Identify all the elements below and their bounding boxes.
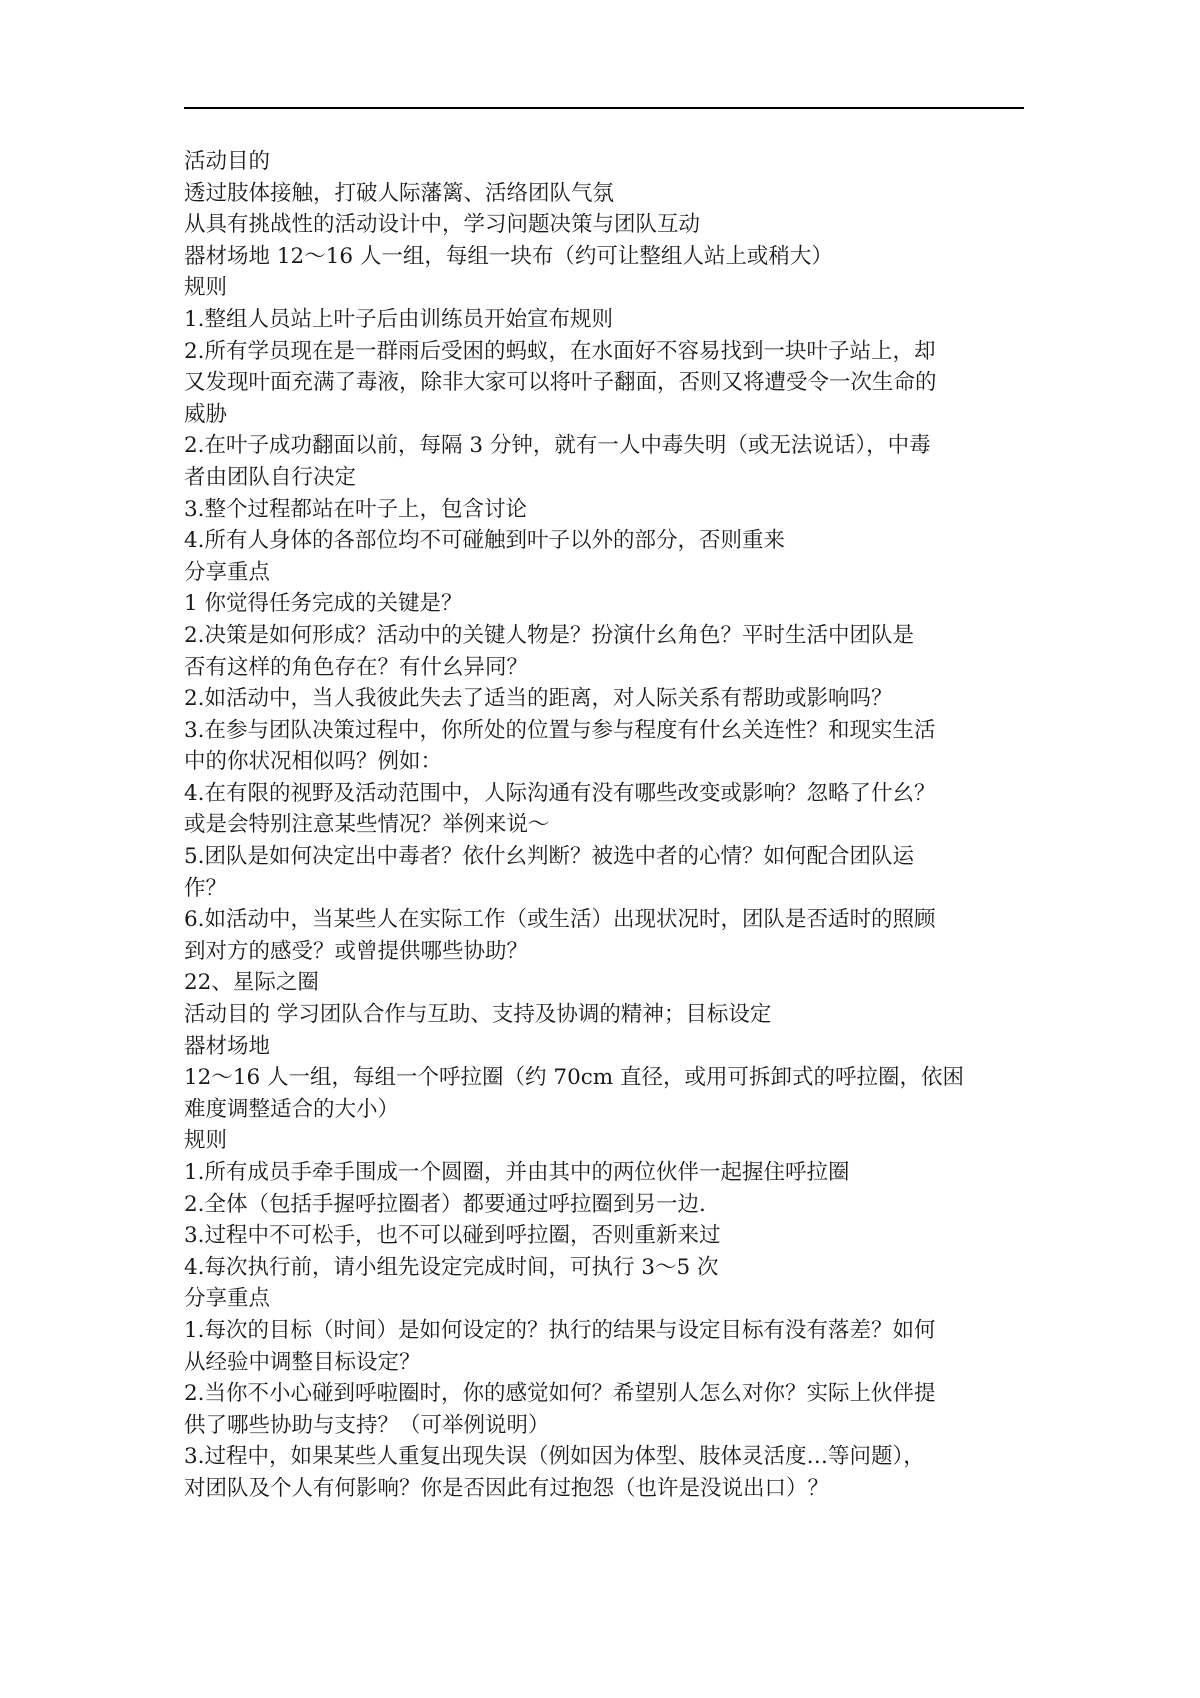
- text-line: 1.每次的目标（时间）是如何设定的？执行的结果与设定目标有没有落差？如何: [184, 1317, 936, 1343]
- text-line: 活动目的 学习团队合作与互助、支持及协调的精神；目标设定: [184, 1002, 772, 1028]
- text-line: 22、星际之圈: [184, 970, 319, 996]
- header-rule: [184, 107, 1024, 109]
- text-line: 从具有挑战性的活动设计中，学习问题决策与团队互动: [184, 212, 701, 238]
- text-line: 规则: [184, 275, 228, 301]
- text-line: 对团队及个人有何影响？你是否因此有过抱怨（也许是没说出口）？: [184, 1475, 830, 1501]
- text-line: 4.在有限的视野及活动范围中，人际沟通有没有哪些改变或影响？忽略了什幺？: [184, 780, 936, 806]
- text-line: 分享重点: [184, 559, 271, 585]
- text-line: 从经验中调整目标设定？: [184, 1349, 421, 1375]
- text-line: 2.决策是如何形成？活动中的关键人物是？扮演什幺角色？平时生活中团队是: [184, 622, 915, 648]
- text-line: 4.每次执行前，请小组先设定完成时间，可执行 3～5 次: [184, 1254, 719, 1280]
- text-line: 1 你觉得任务完成的关键是？: [184, 591, 463, 617]
- text-line: 规则: [184, 1128, 228, 1154]
- text-line: 6.如活动中，当某些人在实际工作（或生活）出现状况时，团队是否适时的照顾: [184, 907, 936, 933]
- text-line: 作？: [184, 875, 228, 901]
- document-body: [184, 146, 1034, 1505]
- text-line: 活动目的: [184, 149, 271, 174]
- text-line: 5.团队是如何决定出中毒者？依什幺判断？被选中者的心情？如何配合团队运: [184, 844, 915, 870]
- text-line: 3.过程中不可松手，也不可以碰到呼拉圈，否则重新来过: [184, 1223, 721, 1249]
- text-line: 否有这样的角色存在？有什幺异同？: [184, 654, 529, 680]
- text-line: 2.全体（包括手握呼拉圈者）都要通过呼拉圈到另一边.: [184, 1191, 706, 1217]
- text-line: 12～16 人一组，每组一个呼拉圈（约 70cm 直径，或用可拆卸式的呼拉圈，依困: [184, 1065, 965, 1091]
- text-line: 2.在叶子成功翻面以前，每隔 3 分钟，就有一人中毒失明（或无法说话），中毒: [184, 433, 931, 459]
- text-line: 2.所有学员现在是一群雨后受困的蚂蚁，在水面好不容易找到一块叶子站上，却: [184, 338, 936, 364]
- text-line: 者由团队自行决定: [184, 464, 357, 490]
- text-line: 1.所有成员手牵手围成一个圆圈，并由其中的两位伙伴一起握住呼拉圈: [184, 1160, 850, 1185]
- text-line: 4.所有人身体的各部位均不可碰触到叶子以外的部分，否则重来: [184, 528, 786, 554]
- text-line: 3.整个过程都站在叶子上，包含讨论: [184, 496, 528, 522]
- text-line: 2.当你不小心碰到呼啦圈时，你的感觉如何？希望别人怎么对你？实际上伙伴提: [184, 1381, 936, 1407]
- text-line: 2.如活动中，当人我彼此失去了适当的距离，对人际关系有帮助或影响吗？: [184, 686, 893, 712]
- text-line: 或是会特别注意某些情况？举例来说～: [184, 812, 550, 838]
- text-line: 器材场地 12～16 人一组，每组一块布（约可让整组人站上或稍大）: [184, 243, 833, 269]
- text-line: 中的你状况相似吗？例如：: [184, 749, 443, 775]
- text-line: 又发现叶面充满了毒液，除非大家可以将叶子翻面，否则又将遭受令一次生命的: [184, 370, 937, 396]
- text-line: 器材场地: [184, 1033, 271, 1059]
- text-line: 3.过程中，如果某些人重复出现失误（例如因为体型、肢体灵活度…等问题），: [184, 1444, 925, 1470]
- text-line: 到对方的感受？或曾提供哪些协助？: [184, 938, 529, 964]
- text-line: 难度调整适合的大小）: [184, 1096, 400, 1122]
- text-line: 3.在参与团队决策过程中，你所处的位置与参与程度有什幺关连性？和现实生活: [184, 717, 936, 743]
- text-line: 1.整组人员站上叶子后由训练员开始宣布规则: [184, 306, 614, 332]
- text-line: 分享重点: [184, 1286, 271, 1312]
- text-line: 威胁: [184, 401, 228, 427]
- text-line: 供了哪些协助与支持？（可举例说明）: [184, 1412, 550, 1438]
- text-line: 透过肢体接触，打破人际藩篱、活络团队气氛: [184, 180, 615, 206]
